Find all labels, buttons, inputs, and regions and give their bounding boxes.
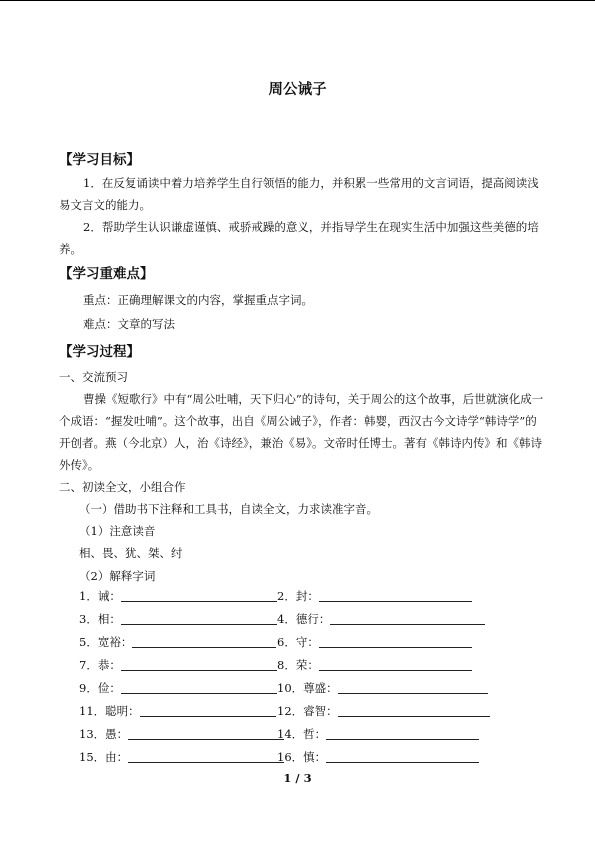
vocab-blank-1[interactable]	[121, 590, 277, 602]
vocab-label-8: 8．荣：	[277, 658, 319, 672]
top-border	[0, 0, 595, 1]
vocab-item-10	[277, 680, 488, 696]
vocab-label-10: 10．尊盛：	[277, 681, 338, 695]
vocab-label-5: 5．宽裕：	[79, 635, 133, 649]
vocab-blank-11[interactable]	[140, 705, 276, 717]
vocab-blank-3[interactable]	[121, 613, 277, 625]
vocab-label-16: 16．慎：	[277, 750, 327, 764]
goal-item-1: 1．在反复诵读中着力培养学生自行领悟的能力，并积累一些常用的文言词语，提高阅读浅易文言文的能力。	[59, 176, 539, 212]
vocab-item-3	[79, 611, 277, 627]
section-heading-goals: 【学习目标】	[59, 152, 140, 168]
vocab-label-3: 3．相：	[79, 612, 121, 626]
vocab-item-8	[277, 657, 472, 673]
vocab-item-7	[79, 657, 277, 673]
sub2-title: （2）解释字词	[79, 569, 156, 583]
vocab-label-15: 15．由：	[79, 750, 129, 764]
part2-title: 二、初读全文，小组合作	[59, 480, 186, 494]
vocab-label-12: 12．睿智：	[277, 704, 338, 718]
page-title: 周公诫子	[268, 82, 327, 98]
vocab-label-2: 2．封：	[277, 589, 319, 603]
vocab-item-5	[79, 634, 276, 650]
vocab-item-11	[79, 703, 276, 719]
vocab-label-1: 1．诫：	[79, 589, 121, 603]
vocab-blank-8[interactable]	[319, 659, 472, 671]
vocab-blank-7[interactable]	[121, 659, 277, 671]
vocab-label-14: 14．哲：	[277, 727, 327, 741]
vocab-blank-9[interactable]	[121, 682, 277, 694]
vocab-item-14	[277, 726, 479, 742]
sub1-title: （1）注意读音	[79, 524, 156, 538]
vocab-blank-14[interactable]	[326, 728, 479, 740]
vocab-item-2	[277, 588, 472, 604]
section-heading-process: 【学习过程】	[59, 344, 140, 360]
vocab-blank-6[interactable]	[319, 636, 472, 648]
vocab-label-6: 6．守：	[277, 635, 319, 649]
vocab-blank-4[interactable]	[330, 613, 485, 625]
vocab-blank-10[interactable]	[338, 682, 488, 694]
step1-text: （一）借助书下注释和工具书，自读全文，力求读准字音。	[79, 502, 378, 516]
sub1-words: 相、畏、犹、桀、纣	[79, 546, 183, 560]
vocab-blank-13[interactable]	[128, 728, 284, 740]
vocab-item-9	[79, 680, 277, 696]
part1-text: 曹操《短歌行》中有“周公吐哺，天下归心”的诗句，关于周公的这个故事，后世就演化成一个成语：“握发吐哺”。这个故事，出自《周公诫子》，作者：韩婴，西汉古今文诗学“韩诗学”的开创者。燕（今北京）人，治《诗经》，兼治《易》。文帝时任博士。著有《韩诗内传》和《韩诗外传》。	[59, 392, 544, 472]
vocab-label-9: 9．俭：	[79, 681, 121, 695]
vocab-blank-5[interactable]	[132, 636, 276, 648]
vocab-item-12	[277, 703, 490, 719]
goal-item-2: 2．帮助学生认识谦虚谨慎、戒骄戒躁的意义，并指导学生在现实生活中加强这些美德的培养。	[59, 220, 539, 256]
vocab-item-15	[79, 749, 284, 765]
vocab-label-11: 11．聪明：	[79, 704, 140, 718]
vocab-item-16	[277, 749, 479, 765]
vocab-item-1	[79, 588, 277, 604]
vocab-blank-2[interactable]	[319, 590, 472, 602]
vocab-label-4: 4．德行：	[277, 612, 331, 626]
vocab-item-4	[277, 611, 485, 627]
vocab-label-7: 7．恭：	[79, 658, 121, 672]
section-heading-keypoints: 【学习重难点】	[59, 266, 154, 282]
vocab-blank-16[interactable]	[326, 751, 479, 763]
keypoint-item-2: 难点：文章的写法	[83, 317, 175, 331]
vocab-label-13: 13．愚：	[79, 727, 129, 741]
vocab-item-6	[277, 634, 472, 650]
vocab-blank-12[interactable]	[338, 705, 490, 717]
vocab-item-13	[79, 726, 284, 742]
vocab-blank-15[interactable]	[128, 751, 284, 763]
keypoint-item-1: 重点：正确理解课文的内容，掌握重点字词。	[83, 293, 313, 307]
part1-title: 一、交流预习	[59, 370, 128, 384]
page-number: 1 / 3	[283, 771, 312, 785]
